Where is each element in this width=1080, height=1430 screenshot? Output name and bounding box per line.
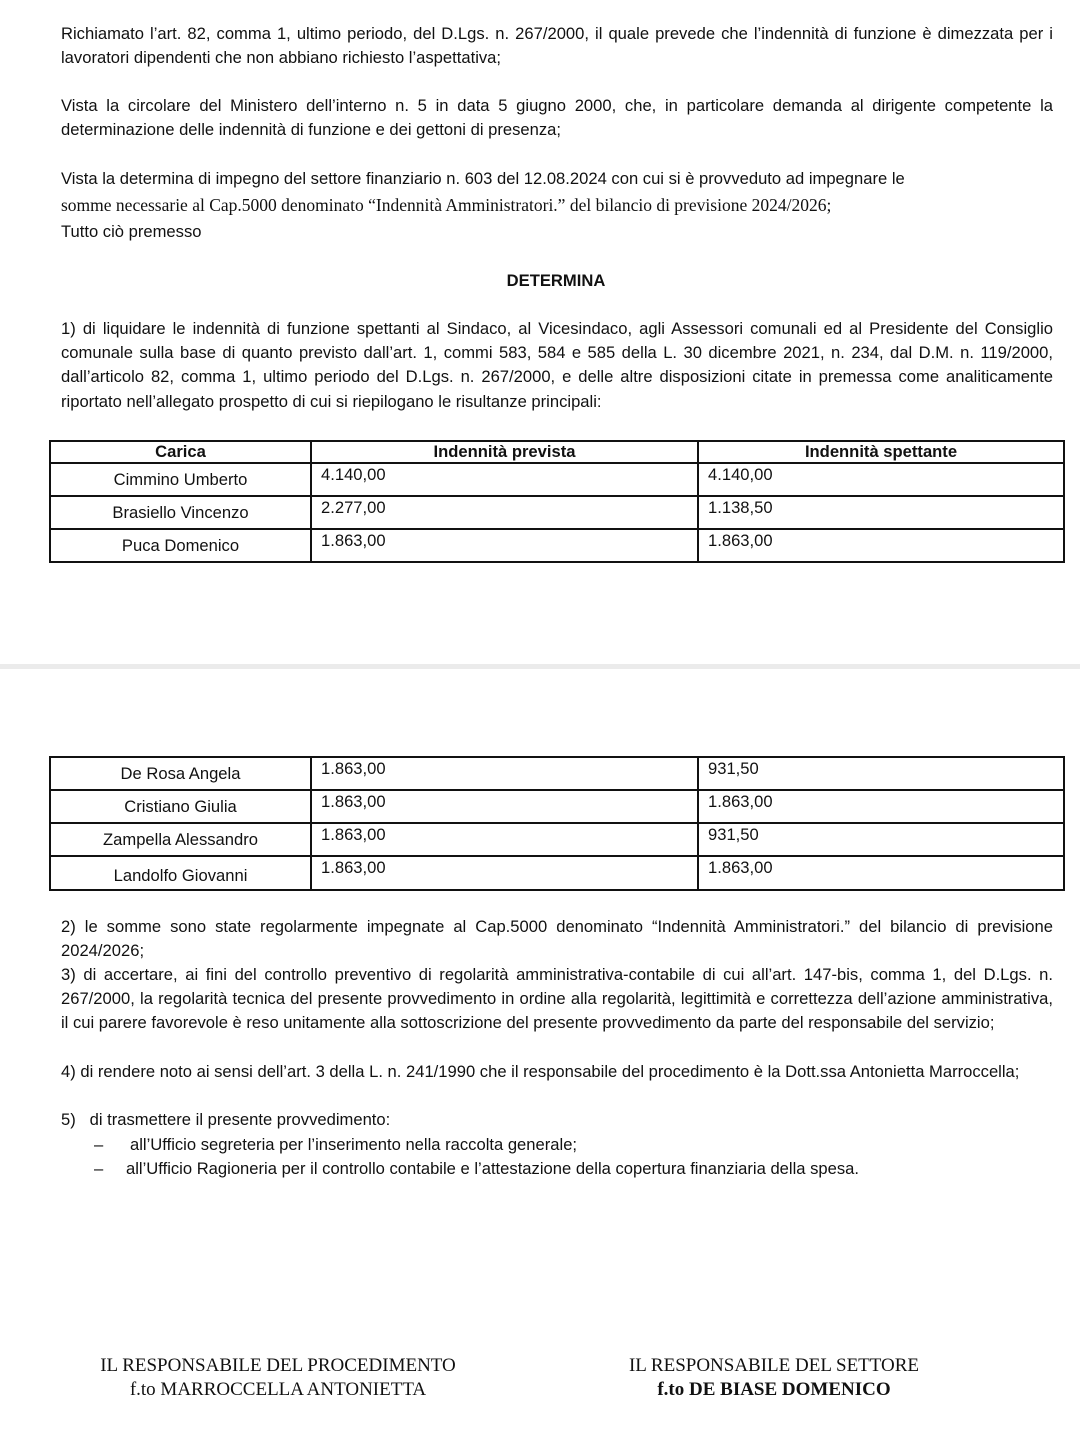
item-5-trasmettere: 5) di trasmettere il presente provvedimento:	[61, 1110, 391, 1129]
paragraph-determina-impegno-line1: Vista la determina di impegno del settore finanziario n. 603 del 12.08.2024 con cui si è provveduto ad impegnare le	[61, 169, 905, 188]
table-row	[50, 529, 1064, 562]
table-row	[50, 496, 1064, 529]
cell-prevista: 1.863,00	[311, 757, 698, 790]
indemnity-table-part2	[49, 756, 1065, 891]
cell-prevista: 2.277,00	[311, 496, 698, 529]
header-carica: Carica	[50, 441, 311, 463]
table-row	[50, 757, 1064, 790]
cell-carica: Puca Domenico	[50, 529, 311, 562]
paragraph-richiamato: Richiamato l’art. 82, comma 1, ultimo periodo, del D.Lgs. n. 267/2000, il quale prevede che l’indennità di funzione è dimezzata per i lavoratori dipendenti che non abbiano richiesto l’aspettativa;	[61, 24, 1053, 68]
signature-left	[68, 1354, 488, 1402]
cell-prevista: 1.863,00	[311, 823, 698, 856]
signature-right	[604, 1354, 944, 1402]
dash-bullet: –	[94, 1135, 104, 1154]
cell-carica: Cimmino Umberto	[50, 463, 311, 496]
cell-carica: Cristiano Giulia	[50, 790, 311, 823]
cell-spettante: 1.863,00	[698, 529, 1064, 562]
table-row	[50, 790, 1064, 823]
signature-right-title: IL RESPONSABILE DEL SETTORE	[628, 1355, 920, 1376]
cell-spettante: 931,50	[698, 823, 1064, 856]
cell-spettante: 1.863,00	[698, 790, 1064, 823]
cell-prevista: 1.863,00	[311, 790, 698, 823]
cell-carica: Brasiello Vincenzo	[50, 496, 311, 529]
cell-prevista: 1.863,00	[311, 856, 698, 890]
cell-prevista: 4.140,00	[311, 463, 698, 496]
cell-spettante: 1.863,00	[698, 856, 1064, 890]
cell-spettante: 1.138,50	[698, 496, 1064, 529]
table-row	[50, 463, 1064, 496]
item-4-rendere-noto: 4) di rendere noto ai sensi dell’art. 3 della L. n. 241/1990 che il responsabile del procedimento è la Dott.ssa Antonietta Marroccella;	[61, 1062, 1020, 1081]
cell-carica: De Rosa Angela	[50, 757, 311, 790]
subitem-segreteria-text: all’Ufficio segreteria per l’inserimento nella raccolta generale;	[130, 1135, 578, 1154]
page-break-divider	[0, 664, 1080, 669]
signature-left-name: f.to MARROCCELLA ANTONIETTA	[129, 1379, 427, 1400]
cell-carica: Zampella Alessandro	[50, 823, 311, 856]
indemnity-table-part1	[49, 440, 1065, 563]
paragraph-premesso: Tutto ciò premesso	[61, 222, 202, 241]
header-indennita-prevista: Indennità prevista	[311, 441, 698, 463]
header-indennita-spettante: Indennità spettante	[698, 441, 1064, 463]
subitem-ragioneria	[94, 1157, 859, 1181]
cell-spettante: 931,50	[698, 757, 1064, 790]
signature-left-title: IL RESPONSABILE DEL PROCEDIMENTO	[100, 1355, 456, 1376]
table-row	[50, 823, 1064, 856]
paragraph-determina-impegno-line2: somme necessarie al Cap.5000 denominato “Indennità Amministratori.” del bilancio di previsione 2024/2026;	[61, 195, 832, 215]
item-3-accertare: 3) di accertare, ai fini del controllo preventivo di regolarità amministrativa-contabile di cui all’art. 147-bis, comma 1, del D.Lgs. n. 267/2000, la regolarità tecnica del presente provvedimento in ordine alla regolarità, legittimità e correttezza dell’azione amministrativa, il cui parere favorevole è reso unitamente alla sottoscrizione del presente provvedimento da parte del responsabile del servizio;	[61, 965, 1053, 1033]
cell-prevista: 1.863,00	[311, 529, 698, 562]
item-1-liquidare: 1) di liquidare le indennità di funzione spettanti al Sindaco, al Vicesindaco, agli Assessori comunali ed al Presidente del Consiglio comunale sulla base di quanto previsto dall’art. 1, commi 583, 584 e 585 della L. 30 dicembre 2021, n. 234, dal D.M. n. 119/2000, dall’articolo 82, comma 1, ultimo periodo del D.Lgs. n. 267/2000, e delle altre disposizioni citate in premessa come analiticamente riportato nell’allegato prospetto di cui si riepilogano le risultanze principali:	[61, 319, 1053, 411]
table-header-row	[50, 441, 1064, 463]
section-heading-determina: DETERMINA	[506, 271, 606, 290]
subitem-ragioneria-text: all’Ufficio Ragioneria per il controllo contabile e l’attestazione della copertura finanziaria della spesa.	[126, 1159, 860, 1178]
signature-right-name: f.to DE BIASE DOMENICO	[657, 1379, 891, 1400]
cell-carica: Landolfo Giovanni	[50, 856, 311, 890]
dash-bullet: –	[94, 1159, 104, 1178]
cell-spettante: 4.140,00	[698, 463, 1064, 496]
item-2-somme-impegnate: 2) le somme sono state regolarmente impegnate al Cap.5000 denominato “Indennità Amministratori.” del bilancio di previsione 2024/2026;	[61, 917, 1053, 961]
paragraph-circolare: Vista la circolare del Ministero dell’interno n. 5 in data 5 giugno 2000, che, in particolare demanda al dirigente competente la determinazione delle indennità di funzione e dei gettoni di presenza;	[61, 96, 1053, 140]
table-row	[50, 856, 1064, 890]
subitem-segreteria	[94, 1133, 577, 1157]
